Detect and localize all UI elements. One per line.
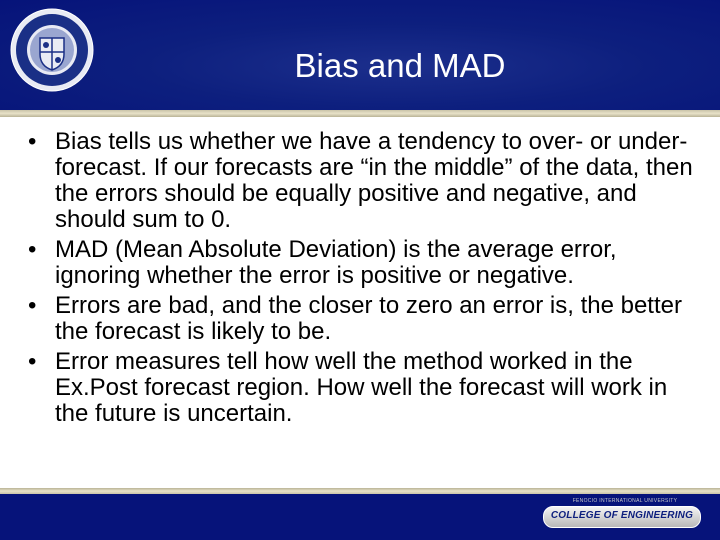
bullet-glyph: • xyxy=(28,292,37,319)
page-title: Bias and MAD xyxy=(294,47,506,84)
university-seal-icon xyxy=(10,8,94,92)
bullet-text: MAD (Mean Absolute Deviation) is the average error, ignoring whether the error is positive or negative. xyxy=(55,236,617,289)
bullet-list xyxy=(28,129,698,431)
bullet-item xyxy=(28,293,698,345)
header-divider xyxy=(0,110,720,117)
bullet-glyph: • xyxy=(28,236,37,263)
bullet-item xyxy=(28,237,698,289)
bullet-item xyxy=(28,129,698,233)
college-badge-label: COLLEGE OF ENGINEERING xyxy=(550,510,694,521)
bullet-text: Errors are bad, and the closer to zero an error is, the better the forecast is likely to be. xyxy=(55,292,682,345)
slide-content xyxy=(0,117,720,488)
badge-subtext: FENOCIO INTERNATIONAL UNIVERSITY xyxy=(572,498,678,504)
bullet-glyph: • xyxy=(28,128,37,155)
bullet-text: Bias tells us whether we have a tendency to over- or under-forecast. If our forecasts are “in the middle” of the data, then the errors should be equally positive and negative, and should sum to 0. xyxy=(55,128,693,233)
bullet-text: Error measures tell how well the method worked in the Ex.Post forecast region. How well the forecast will work in the future is uncertain. xyxy=(55,348,668,427)
bullet-item xyxy=(28,349,698,427)
bullet-glyph: • xyxy=(28,348,37,375)
